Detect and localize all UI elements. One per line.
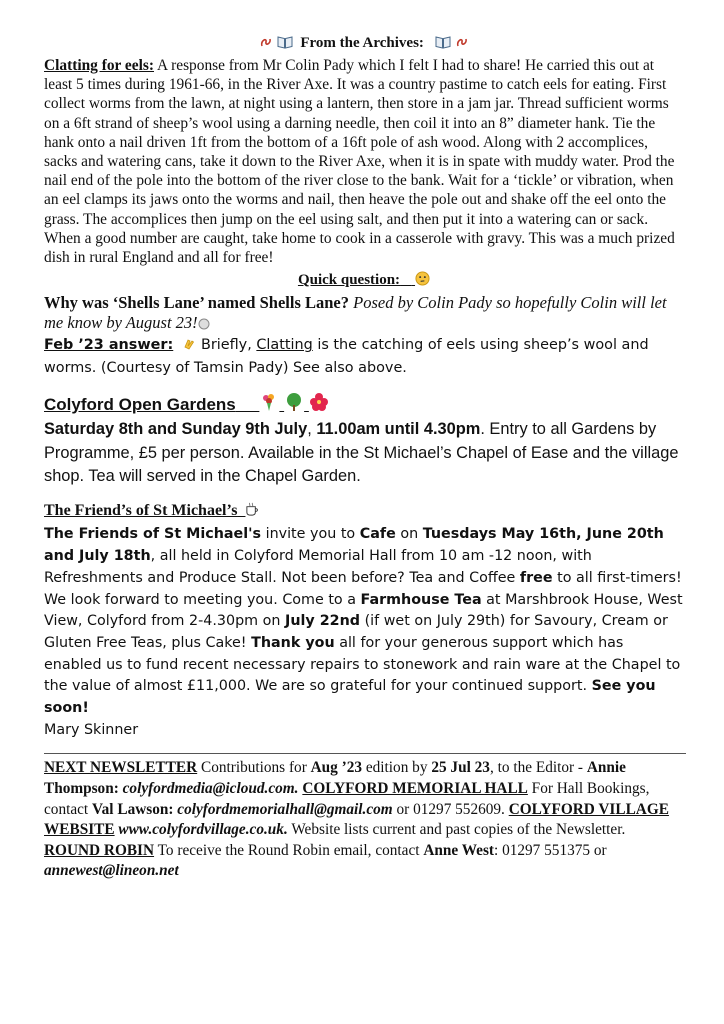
book-icon xyxy=(277,35,297,51)
archives-text: A response from Mr Colin Pady which I felt I had to share! He carried this out at least 5 times during 1961-66, in the River Axe. It was a country pastime to catch eels for eating. First collect worms from the lawn, at night using a lantern, then store in a jam jar. Thread sufficient worms on a 6ft strand of sheep’s wool using a darning needle, then coil it into an 8” diameter hank. Tie the hank onto a nail driven 1ft from the bottom of a 16ft pole of ash wood. Along with 2 accomplices, sacks and watering cans, take it down to the River Axe, when it is in spate with muddy water. Prod the nail end of the pole into the bottom of the river close to the bank. Wait for a ‘tickle’ or vibration, when an eel clamps its jaws onto the worms and nail, then heave the pole out and shake off the eel onto the grass. The accomplices then jump on the eel using salt, and then put it into a watering can or sack. When a good number are caught, take home to cook in a casserole with gravy. This was a much prized dish in rural England and all for free! xyxy=(44,57,675,267)
archives-title: From the Archives: xyxy=(300,35,424,51)
open-gardens-title: Colyford Open Gardens xyxy=(44,395,236,415)
archives-heading: Clatting for eels: xyxy=(44,57,154,74)
next-newsletter-label: NEXT NEWSLETTER xyxy=(44,759,198,777)
friends-body xyxy=(44,524,684,741)
quick-question-title-row xyxy=(44,271,684,290)
round-robin-contact-name: Anne West xyxy=(423,841,495,859)
smile-icon xyxy=(198,313,210,332)
round-robin-email-link[interactable]: annewest@lineon.net xyxy=(44,862,179,880)
footer-text xyxy=(44,758,684,882)
hall-email-link[interactable]: colyfordmemorialhall@gmail.com xyxy=(177,800,393,818)
thinking-face-icon xyxy=(411,272,430,288)
garden-dates: Saturday 8th and Sunday 9th July xyxy=(44,420,308,439)
quick-question-text xyxy=(44,293,684,333)
friends-text: all for your generous support which has enabled us to fund recent necessary repairs to stonework and rain ware at the Chapel to the value of almost £11,000. We are so grateful for your continued support. xyxy=(44,634,681,695)
friends-farmhouse-tea: Farmhouse Tea xyxy=(360,591,482,608)
village-website-link[interactable]: www.colyfordvillage.co.uk. xyxy=(118,821,288,839)
garden-sep: , xyxy=(307,420,317,439)
friends-thank-you: Thank you xyxy=(251,634,335,651)
editor-email-link[interactable]: colyfordmedia@icloud.com. xyxy=(122,780,299,798)
friends-free: free xyxy=(519,569,553,586)
book-icon xyxy=(435,35,455,51)
garden-times: 11.00am until 4.30pm xyxy=(316,420,481,439)
friends-text: invite you to xyxy=(261,526,360,543)
footer-segment: , to the Editor - xyxy=(489,759,587,777)
answer-pre: Briefly, xyxy=(196,337,257,354)
friends-dates: Tuesdays May 16th, June 20th and July 18th xyxy=(44,526,664,565)
footer-segment: Contributions for xyxy=(197,759,311,777)
friends-see-you-soon: See you soon! xyxy=(44,678,656,717)
answer-label: Feb ’23 answer: xyxy=(44,337,174,354)
footer-segment: To receive the Round Robin email, contact xyxy=(154,841,424,859)
footer-segment: or 01297 552609. xyxy=(392,800,509,818)
friends-title-row xyxy=(44,500,684,522)
friends-text: , all held in Colyford Memorial Hall from 10 am -12 noon, with Refreshments and Produce Stall. Not been before? Tea and Coffee xyxy=(44,548,592,586)
answer-term: Clatting xyxy=(256,337,313,354)
quick-question-answer xyxy=(44,334,684,380)
footer-deadline: 25 Jul 23 xyxy=(431,759,490,777)
friends-text: at Marshbrook House, West View, Colyford from 2-4.30pm on xyxy=(44,591,683,630)
bouquet-icon xyxy=(259,395,279,414)
question: Why was ‘Shells Lane’ named Shells Lane? xyxy=(44,293,349,313)
hibiscus-icon xyxy=(309,395,329,414)
friends-text: to all first-timers! We look forward to meeting you. Come to a xyxy=(44,569,682,608)
friends-title: The Friend’s of St Michael’s xyxy=(44,502,238,520)
footer-segment: Website lists current and past copies of the Newsletter. xyxy=(287,821,626,839)
friends-name: The Friends of St Michael's xyxy=(44,526,262,543)
footer-segment: edition by xyxy=(362,759,432,777)
editor-name: Annie Thompson: xyxy=(44,759,626,798)
friends-cafe: Cafe xyxy=(359,526,396,543)
friends-text: on xyxy=(395,526,423,543)
round-robin-label: ROUND ROBIN xyxy=(44,841,155,859)
garden-details: . Entry to all Gardens by Programme, £5 per person. Available in the St Michael’s Chapel of Ease and the village shop. Tea will served in the Chapel Garden. xyxy=(44,420,679,486)
newsletter-page xyxy=(44,34,684,882)
open-gardens-title-row xyxy=(44,392,684,418)
archives-title-row xyxy=(44,34,684,53)
footer-segment: : 01297 551375 or xyxy=(494,841,607,859)
footer-edition: Aug ’23 xyxy=(310,759,363,777)
friends-text: (if wet on July 29th) for Savoury, Cream or Gluten Free Teas, plus Cake! xyxy=(44,613,668,651)
footer-divider xyxy=(44,753,686,754)
open-gardens-body xyxy=(44,418,684,488)
ribbon-icon xyxy=(259,35,277,51)
clap-icon xyxy=(182,337,196,353)
ribbon-icon xyxy=(455,35,469,51)
memorial-hall-label: COLYFORD MEMORIAL HALL xyxy=(302,780,528,798)
archives-paragraph xyxy=(44,56,684,267)
answer-post: is the catching of eels using sheep’s wool and worms. (Courtesy of Tamsin Pady) See also above. xyxy=(44,337,649,377)
coffee-cup-icon xyxy=(245,502,260,519)
hall-contact-name: Val Lawson: xyxy=(92,800,178,818)
tree-icon xyxy=(284,395,304,414)
friends-signature: Mary Skinner xyxy=(44,721,139,738)
village-website-label: COLYFORD VILLAGE WEBSITE xyxy=(44,800,669,839)
footer-segment: For Hall Bookings, contact xyxy=(44,780,650,818)
posed-by: Posed by Colin Pady so hopefully Colin will let me know by August 23! xyxy=(44,293,667,333)
quick-question-title: Quick question: xyxy=(297,272,401,289)
friends-tea-date: July 22nd xyxy=(285,613,361,630)
